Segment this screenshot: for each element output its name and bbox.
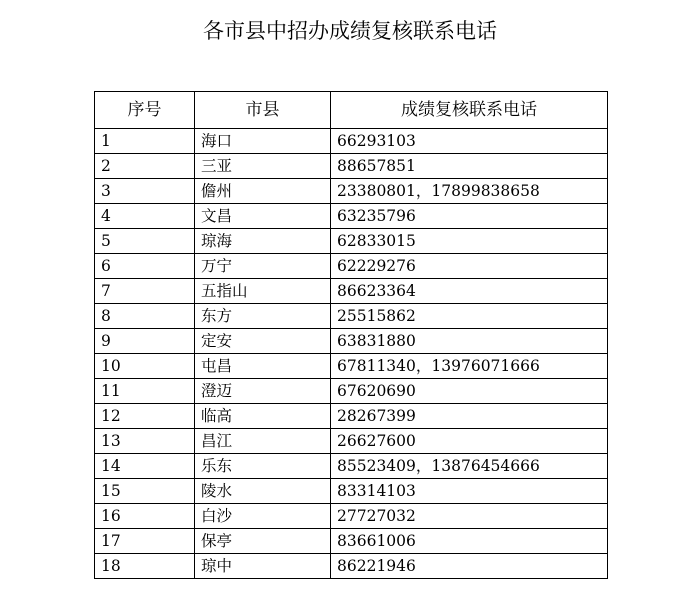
table-row (95, 454, 608, 479)
cell-phone: 85523409，13876454666 (331, 454, 608, 479)
cell-seq: 9 (95, 329, 195, 354)
cell-seq: 8 (95, 304, 195, 329)
cell-city: 定安 (195, 329, 331, 354)
cell-phone: 63831880 (331, 329, 608, 354)
table-body (95, 129, 608, 579)
cell-phone: 66293103 (331, 129, 608, 154)
cell-city: 屯昌 (195, 354, 331, 379)
cell-seq: 17 (95, 529, 195, 554)
table-row (95, 479, 608, 504)
cell-seq: 6 (95, 254, 195, 279)
cell-phone: 25515862 (331, 304, 608, 329)
cell-city: 儋州 (195, 179, 331, 204)
cell-phone: 86623364 (331, 279, 608, 304)
cell-phone: 83661006 (331, 529, 608, 554)
cell-phone: 83314103 (331, 479, 608, 504)
cell-seq: 13 (95, 429, 195, 454)
cell-city: 海口 (195, 129, 331, 154)
table-row (95, 179, 608, 204)
cell-seq: 10 (95, 354, 195, 379)
cell-phone: 28267399 (331, 404, 608, 429)
table-row (95, 554, 608, 579)
cell-phone: 67620690 (331, 379, 608, 404)
table-row (95, 304, 608, 329)
cell-city: 乐东 (195, 454, 331, 479)
table-row (95, 354, 608, 379)
cell-seq: 1 (95, 129, 195, 154)
contact-table (94, 91, 608, 579)
page-title: 各市县中招办成绩复核联系电话 (203, 19, 497, 43)
table-row (95, 129, 608, 154)
table-row (95, 229, 608, 254)
cell-seq: 4 (95, 204, 195, 229)
cell-seq: 16 (95, 504, 195, 529)
cell-seq: 18 (95, 554, 195, 579)
cell-seq: 7 (95, 279, 195, 304)
cell-city: 澄迈 (195, 379, 331, 404)
cell-city: 三亚 (195, 154, 331, 179)
header-city: 市县 (195, 92, 331, 129)
cell-city: 东方 (195, 304, 331, 329)
cell-city: 临高 (195, 404, 331, 429)
cell-seq: 14 (95, 454, 195, 479)
table-row (95, 404, 608, 429)
cell-phone: 86221946 (331, 554, 608, 579)
cell-phone: 62229276 (331, 254, 608, 279)
table-row (95, 504, 608, 529)
header-phone: 成绩复核联系电话 (331, 92, 608, 129)
cell-phone: 27727032 (331, 504, 608, 529)
table-row (95, 429, 608, 454)
table-row (95, 254, 608, 279)
table-row (95, 154, 608, 179)
cell-city: 白沙 (195, 504, 331, 529)
cell-city: 琼中 (195, 554, 331, 579)
cell-phone: 26627600 (331, 429, 608, 454)
cell-phone: 88657851 (331, 154, 608, 179)
cell-phone: 23380801，17899838658 (331, 179, 608, 204)
header-row (95, 92, 608, 129)
table-row (95, 529, 608, 554)
cell-seq: 11 (95, 379, 195, 404)
table-row (95, 379, 608, 404)
cell-seq: 3 (95, 179, 195, 204)
header-seq: 序号 (95, 92, 195, 129)
table-row (95, 204, 608, 229)
cell-city: 文昌 (195, 204, 331, 229)
table-row (95, 279, 608, 304)
cell-seq: 2 (95, 154, 195, 179)
cell-city: 琼海 (195, 229, 331, 254)
cell-phone: 67811340，13976071666 (331, 354, 608, 379)
cell-city: 昌江 (195, 429, 331, 454)
cell-city: 陵水 (195, 479, 331, 504)
cell-seq: 5 (95, 229, 195, 254)
table-row (95, 329, 608, 354)
cell-seq: 12 (95, 404, 195, 429)
cell-phone: 63235796 (331, 204, 608, 229)
cell-city: 五指山 (195, 279, 331, 304)
cell-seq: 15 (95, 479, 195, 504)
cell-city: 保亭 (195, 529, 331, 554)
cell-phone: 62833015 (331, 229, 608, 254)
table-header (95, 92, 608, 129)
cell-city: 万宁 (195, 254, 331, 279)
